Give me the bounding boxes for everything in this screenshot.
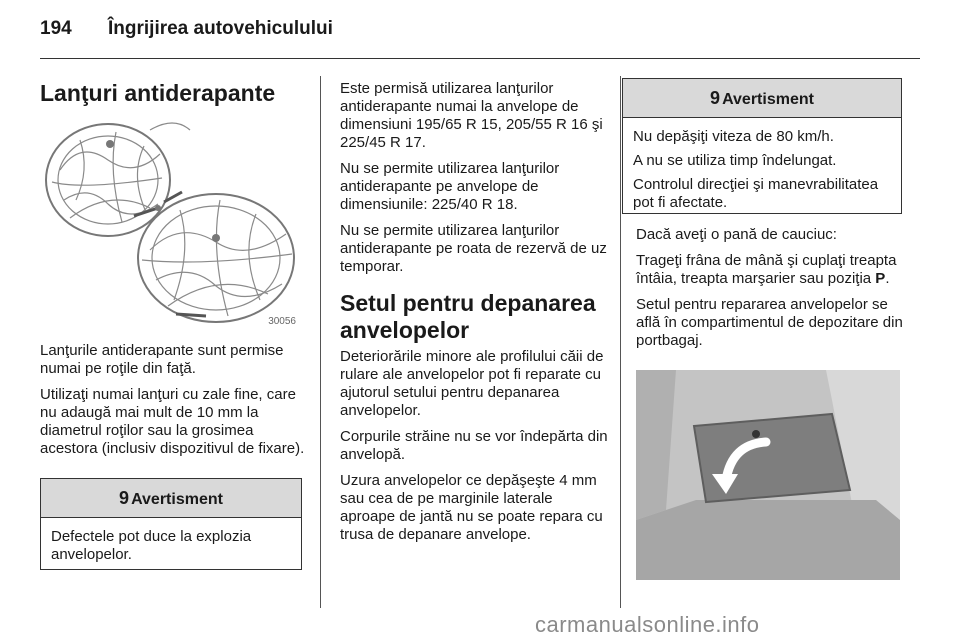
snow-chains-drawing [40, 110, 302, 328]
gear-text: Trageţi frâna de mână şi cuplaţi treapta întâia, treapta marşarier sau poziţia [636, 252, 897, 287]
warning-box-explosion [40, 478, 302, 570]
trunk-compartment-drawing [636, 370, 900, 580]
header-rule [40, 58, 920, 59]
running-title: Îngrijirea autovehiculului [108, 18, 333, 39]
paragraph: Uzura anvelopelor ce depăşeşte 4 mm sau cea de pe marginile laterale aproape de jantă nu se poate repara cu trusa de depanare anvelope. [340, 472, 603, 543]
warning-header [623, 79, 901, 118]
column-1-text [40, 342, 308, 466]
paragraph: Lanţurile antiderapante sunt permise numai pe roţile din faţă. [40, 342, 284, 377]
paragraph: Este permisă utilizarea lanţurilor antiderapante numai la anvelope de dimensiuni 195/65 R 15, 205/55 R 16 şi 225/45 R 17. [340, 80, 603, 151]
paragraph: Setul pentru repararea anvelopelor se află în compartimentul de depozitare din portbagaj. [636, 296, 903, 349]
trunk-photo [636, 370, 900, 580]
paragraph: Utilizaţi numai lanţuri cu zale fine, care nu adaugă mai mult de 10 mm la diametrul roţilor sau la grosimea acestora (inclusiv dispozitivul de fixare). [40, 386, 305, 457]
gear-letter: P [875, 270, 886, 287]
warning-header [41, 479, 301, 518]
warning-line: Controlul direcţiei şi manevrabilitatea pot fi afectate. [633, 176, 879, 211]
warning-title: Avertisment [722, 91, 814, 108]
section-title-tire-repair-kit: Setul pentru depanarea anvelopelor [340, 290, 596, 343]
paragraph: Corpurile străine nu se vor îndepărta din anvelopă. [340, 428, 608, 463]
column-2-text [340, 80, 608, 552]
warning-body [41, 518, 301, 578]
warning-line: Defectele pot duce la explozia anvelopelor. [51, 528, 252, 563]
paragraph: Dacă aveţi o pană de cauciuc: [636, 226, 837, 243]
watermark: carmanualsonline.info [535, 612, 760, 637]
column-divider-1 [320, 76, 321, 608]
paragraph: Deteriorările minore ale profilului căii de rulare ale anvelopelor pot fi reparate cu ajutorul setului pentru depanarea anvelopelor. [340, 348, 604, 419]
page-number: 194 [40, 18, 72, 39]
warning-body [623, 118, 901, 226]
warning-line: A nu se utiliza timp îndelungat. [633, 152, 837, 169]
figure-code: 30056 [268, 316, 296, 327]
page-header [40, 16, 920, 46]
column-divider-2 [620, 76, 621, 608]
paragraph: Nu se permite utilizarea lanţurilor antiderapante pe roata de rezervă de uz temporar. [340, 222, 607, 275]
warning-box-speed [622, 78, 902, 214]
warning-triangle-icon: 9 [710, 88, 721, 108]
paragraph-gear: Trageţi frâna de mână şi cuplaţi treapta întâia, treapta marşarier sau poziţia P. [636, 252, 897, 287]
column-3-text [636, 226, 904, 358]
section-title-snow-chains: Lanţuri antiderapante [40, 80, 276, 106]
warning-title: Avertisment [131, 491, 223, 508]
warning-line: Nu depăşiţi viteza de 80 km/h. [633, 128, 834, 145]
paragraph: Nu se permite utilizarea lanţurilor antiderapante pe anvelope de dimensiunile: 225/40 R 18. [340, 160, 560, 213]
warning-triangle-icon: 9 [119, 488, 130, 508]
snow-chains-illustration [40, 110, 302, 328]
